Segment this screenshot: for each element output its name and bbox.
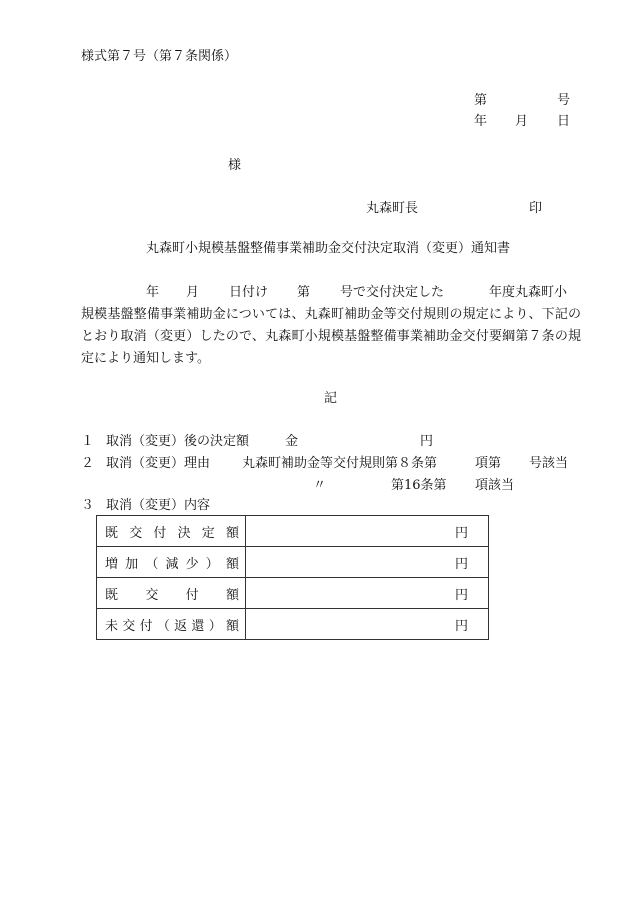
amounts-table xyxy=(96,515,489,640)
label-char: 額 xyxy=(225,525,239,541)
table-row xyxy=(97,609,489,640)
label-char: 付 xyxy=(139,618,153,634)
document-title: 丸森町小規模基盤整備事業補助金交付決定取消（変更）通知書 xyxy=(146,241,511,256)
item1-number: １ xyxy=(81,434,95,449)
addressee-suffix: 様 xyxy=(228,158,242,173)
body-month: 月 xyxy=(186,285,200,300)
label-char: 額 xyxy=(225,556,239,572)
issuer-seal: 印 xyxy=(529,201,543,216)
item2-kou: 項第 xyxy=(475,456,502,471)
label-char: 額 xyxy=(225,618,239,634)
label-char: 付 xyxy=(153,525,167,541)
row-value: 円 xyxy=(246,516,489,547)
item1-kin: 金 xyxy=(285,434,299,449)
item2-rule: 丸森町補助金等交付規則第８条第 xyxy=(242,456,438,471)
label-char: （ xyxy=(145,556,159,572)
date-day: 日 xyxy=(557,114,571,129)
doc-number-go: 号 xyxy=(557,93,571,108)
row-label xyxy=(97,609,246,640)
row-value: 円 xyxy=(246,547,489,578)
label-char: 交 xyxy=(145,587,159,603)
item2-ditto: 〃 xyxy=(313,478,327,493)
issuer-title: 丸森町長 xyxy=(366,201,419,216)
label-char: 未 xyxy=(105,618,119,634)
item3-number: ３ xyxy=(81,498,95,513)
row-value: 円 xyxy=(246,609,489,640)
item1-yen: 円 xyxy=(420,434,434,449)
row-value: 円 xyxy=(246,578,489,609)
row-label xyxy=(97,578,246,609)
row-label xyxy=(97,547,246,578)
label-char: 既 xyxy=(105,587,119,603)
date-month: 月 xyxy=(515,114,529,129)
label-char: 増 xyxy=(105,556,119,572)
item2-rule2: 第16条第 xyxy=(391,478,447,493)
label-char: （ xyxy=(156,618,170,634)
form-label: 様式第７号（第７条関係） xyxy=(81,49,238,64)
label-char: 決 xyxy=(177,525,191,541)
body-fiscal: 年度丸森町小 xyxy=(489,285,568,300)
body-paragraph xyxy=(81,304,581,370)
body-continuation: 規模基盤整備事業補助金については、丸森町補助金等交付規則の規定により、下記のとおり取消（変更）したので、丸森町小規模基盤整備事業補助金交付要綱第７条の規定により通知します。 xyxy=(81,307,581,366)
label-char: 既 xyxy=(105,525,119,541)
label-char: 少 xyxy=(185,556,199,572)
body-year: 年 xyxy=(146,285,160,300)
ki-heading: 記 xyxy=(324,391,338,406)
item2-go: 号該当 xyxy=(529,456,569,471)
table-row xyxy=(97,578,489,609)
item2-kou2: 項該当 xyxy=(475,478,515,493)
label-char: 減 xyxy=(165,556,179,572)
label-char: 付 xyxy=(185,587,199,603)
item2-label: 取消（変更）理由 xyxy=(106,456,211,471)
row-label xyxy=(97,516,246,547)
doc-number-dai: 第 xyxy=(474,93,488,108)
table-row xyxy=(97,516,489,547)
body-day-ref: 日付け xyxy=(229,285,269,300)
table-row xyxy=(97,547,489,578)
label-char: 額 xyxy=(225,587,239,603)
item1-label: 取消（変更）後の決定額 xyxy=(106,434,250,449)
label-char: 交 xyxy=(122,618,136,634)
label-char: 加 xyxy=(125,556,139,572)
date-year: 年 xyxy=(474,114,488,129)
label-char: 定 xyxy=(201,525,215,541)
label-char: 還 xyxy=(191,618,205,634)
label-char: 交 xyxy=(129,525,143,541)
body-dai: 第 xyxy=(297,285,311,300)
label-char: ） xyxy=(208,618,222,634)
label-char: 返 xyxy=(174,618,188,634)
label-char: ） xyxy=(205,556,219,572)
item2-number: ２ xyxy=(81,456,95,471)
body-line1-rest: 号で交付決定した xyxy=(340,285,445,300)
item3-label: 取消（変更）内容 xyxy=(106,498,211,513)
